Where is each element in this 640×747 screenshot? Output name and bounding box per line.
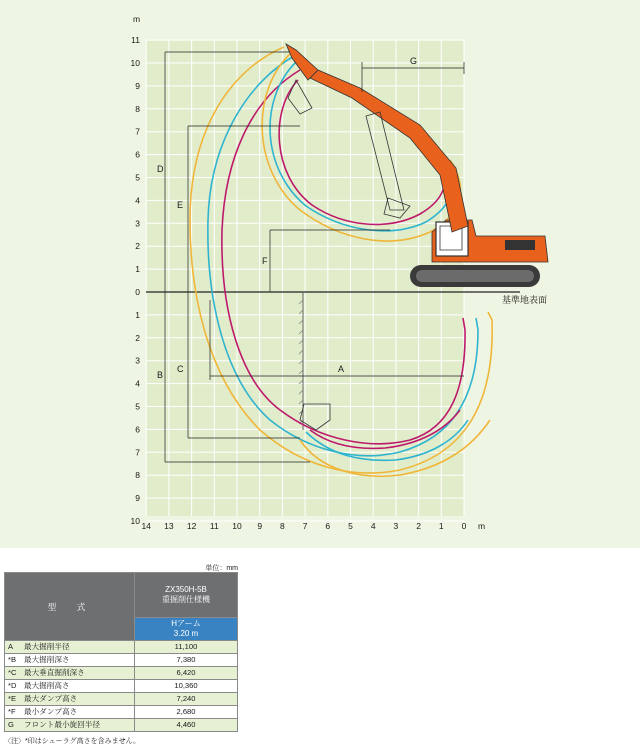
y-tick-label: 3 [135, 355, 140, 366]
spec-label: 最大掘削深さ [24, 655, 70, 664]
machine-spec: 重掘削仕様機 [162, 595, 210, 604]
footnote: 〈注〉*印はシューラグ高さを含みません。 [4, 738, 141, 745]
spec-code: *D [8, 681, 17, 690]
x-tick-label: 4 [370, 521, 376, 531]
x-tick-label: 13 [164, 521, 174, 531]
y-tick-label: 7 [135, 447, 140, 458]
spec-row-label-cell [5, 667, 135, 680]
y-tick-label: 10 [130, 516, 140, 526]
dim-label-a: A [338, 364, 345, 374]
spec-row-label-cell [5, 680, 135, 693]
spec-code: *F [8, 707, 16, 716]
x-axis-ticks [141, 521, 466, 531]
x-tick-label: 12 [186, 521, 197, 531]
y-tick-label: 4 [135, 378, 140, 389]
spec-value: 11,100 [135, 641, 238, 654]
y-tick-label: 8 [135, 470, 140, 481]
y-tick-label: 6 [135, 424, 140, 435]
x-tick-label: 2 [416, 521, 421, 531]
ground-label: 基準地表面 [502, 295, 548, 305]
x-tick-label: 11 [209, 521, 219, 531]
dim-label-c: C [177, 364, 184, 374]
y-axis-ticks-lower [131, 310, 141, 526]
spec-row-label-cell [5, 706, 135, 719]
y-tick-label: 5 [135, 172, 140, 183]
x-tick-label: 7 [302, 521, 308, 531]
x-tick-label: 8 [280, 521, 285, 531]
y-tick-label: 7 [135, 126, 140, 137]
table-header-model: 型 式 [5, 573, 135, 641]
dim-label-d: D [157, 164, 164, 174]
spec-row-label-cell [5, 693, 135, 706]
x-tick-label: 6 [325, 521, 331, 531]
dim-label-b: B [157, 370, 164, 380]
y-axis-ticks-upper [131, 35, 141, 297]
spec-row-label-cell [5, 719, 135, 732]
spec-row [5, 706, 238, 719]
spec-code: *B [8, 655, 17, 664]
spec-value: 7,380 [135, 654, 238, 667]
y-tick-label: 5 [135, 401, 140, 412]
y-tick-label: 0 [135, 287, 140, 297]
y-tick-label: 9 [135, 493, 140, 504]
x-tick-label: 3 [393, 521, 399, 531]
x-tick-label: 5 [348, 521, 353, 531]
y-tick-label: 2 [135, 241, 140, 252]
dim-label-e: E [177, 200, 184, 210]
spec-value: 10,360 [135, 680, 238, 693]
spec-row-label-cell [5, 654, 135, 667]
y-unit-label: m [133, 14, 141, 24]
y-tick-label: 3 [135, 218, 140, 229]
arm-length: 3.20 m [173, 629, 199, 638]
dim-label-f: F [262, 256, 268, 266]
spec-label: 最大ダンプ高さ [24, 694, 78, 703]
spec-code: A [8, 642, 14, 651]
spec-label: 最大掘削半径 [24, 642, 70, 651]
table-header-arm [135, 618, 238, 641]
y-tick-label: 9 [135, 80, 140, 91]
machine-name: ZX350H-5B [165, 585, 207, 594]
arm-name: Hアーム [171, 619, 201, 628]
spec-value: 2,680 [135, 706, 238, 719]
spec-label: 最大掘削高さ [24, 681, 70, 690]
spec-value: 7,240 [135, 693, 238, 706]
x-tick-label: 0 [461, 521, 467, 531]
spec-table [4, 572, 238, 732]
spec-rows [5, 641, 238, 732]
x-tick-label: 1 [438, 521, 444, 531]
y-tick-label: 10 [130, 58, 140, 68]
table-header-machine [135, 573, 238, 618]
spec-label: フロント最小旋回半径 [24, 720, 100, 729]
spec-label: 最小ダンプ高さ [24, 707, 78, 716]
spec-label: 最大垂直掘削深さ [24, 668, 85, 677]
spec-value: 4,460 [135, 719, 238, 732]
spec-value: 6,420 [135, 667, 238, 680]
spec-row [5, 654, 238, 667]
y-tick-label: 4 [135, 195, 140, 206]
spec-row [5, 693, 238, 706]
dim-label-g: G [410, 56, 418, 66]
spec-code: *E [8, 694, 17, 703]
spec-row [5, 719, 238, 732]
spec-code: G [8, 720, 14, 729]
spec-row-label-cell [5, 641, 135, 654]
y-tick-label: 6 [135, 149, 140, 160]
spec-row [5, 667, 238, 680]
spec-code: *C [8, 668, 17, 677]
x-unit-label: m [478, 521, 486, 531]
y-tick-label: 1 [135, 309, 140, 320]
y-tick-label: 8 [135, 103, 140, 114]
table-unit-note: 単位：mm [205, 565, 238, 572]
x-tick-label: 14 [141, 521, 151, 531]
x-tick-label: 9 [257, 521, 263, 531]
y-tick-label: 2 [135, 332, 140, 343]
spec-row [5, 680, 238, 693]
spec-row [5, 641, 238, 654]
y-tick-label: 1 [135, 264, 140, 275]
y-tick-label: 11 [131, 35, 140, 46]
x-tick-label: 10 [232, 521, 242, 531]
